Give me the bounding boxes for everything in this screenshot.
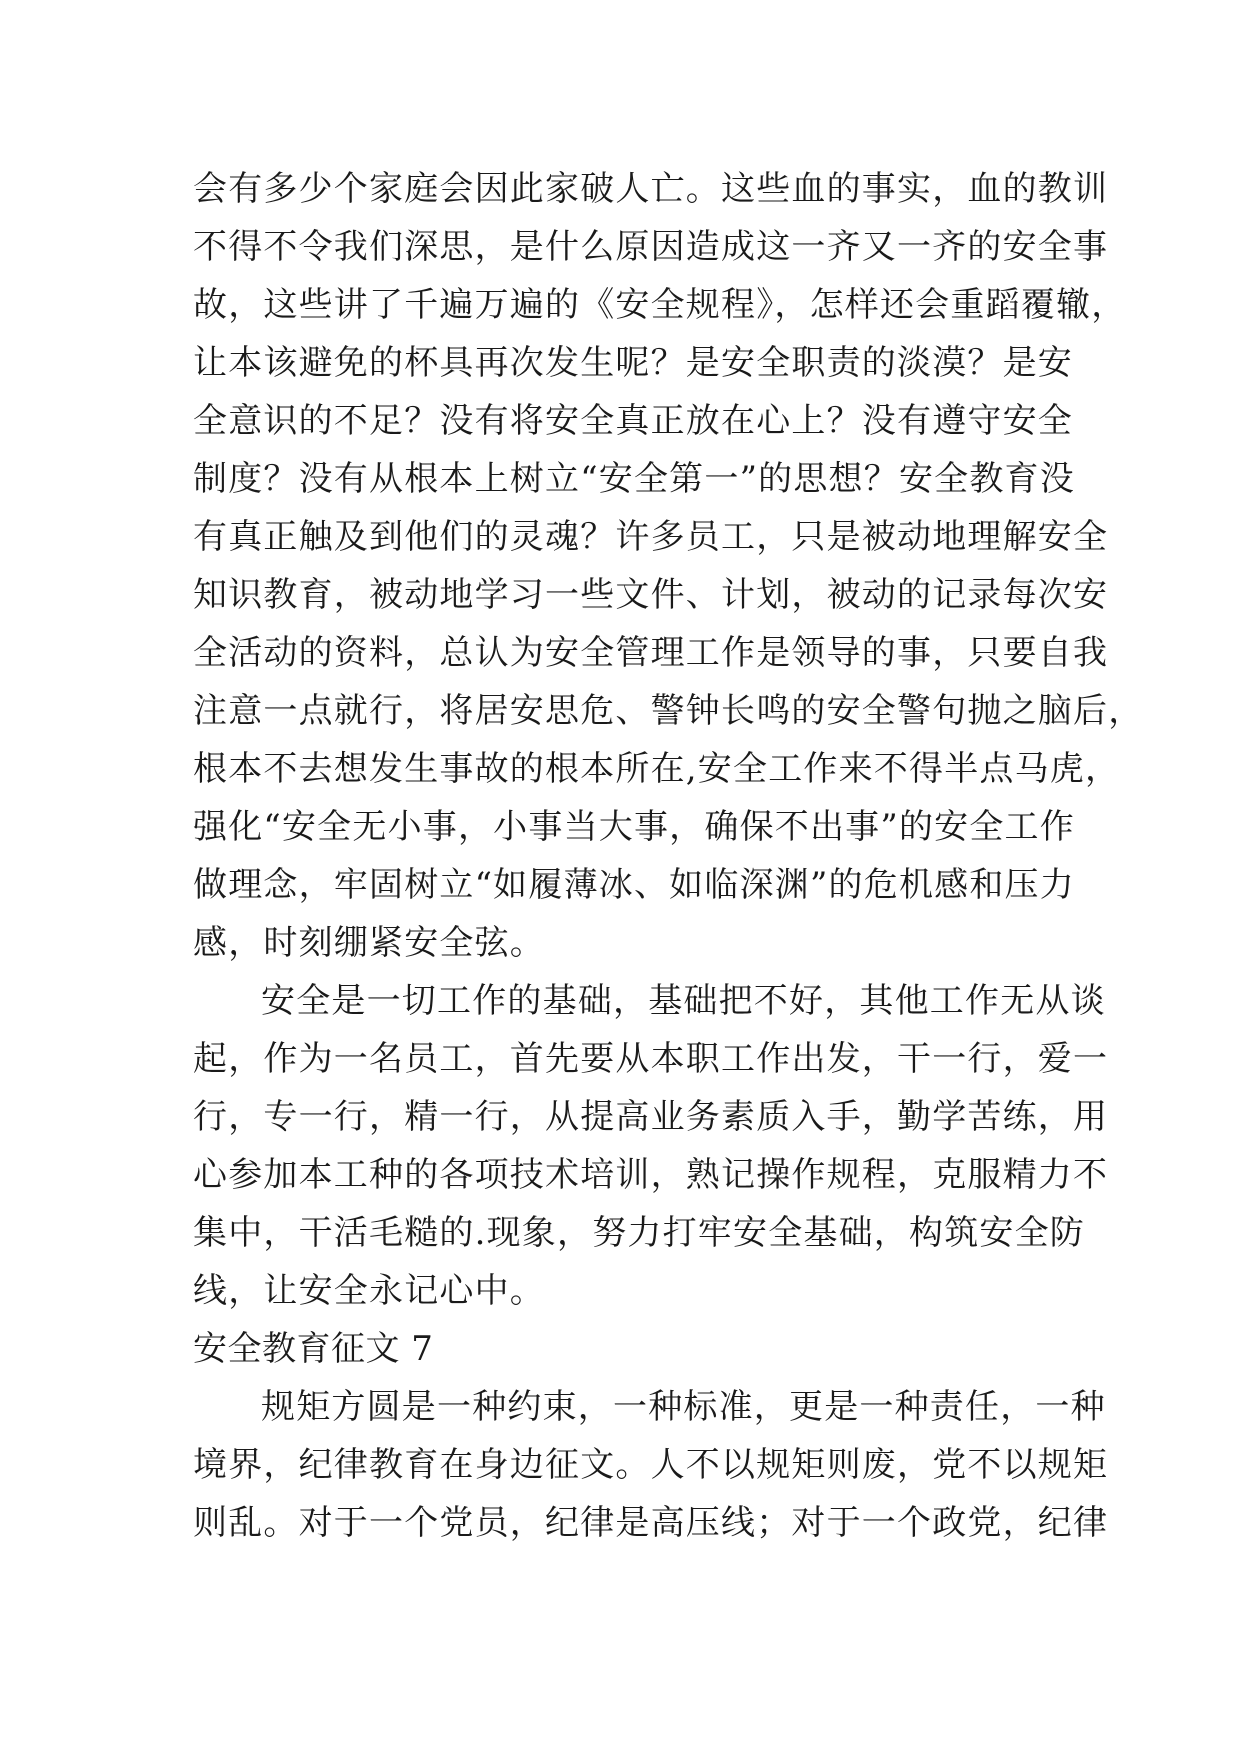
document-body xyxy=(193,160,1144,1552)
paragraph-line: 会有多少个家庭会因此家破人亡。这些血的事实，血的教训 xyxy=(193,169,1109,209)
paragraph-line: 规矩方圆是一种约束，一种标准，更是一种责任，一种 xyxy=(261,1387,1106,1427)
paragraph-line: 全活动的资料，总认为安全管理工作是领导的事，只要自我 xyxy=(193,633,1109,673)
paragraph-line: 全意识的不足？没有将安全真正放在心上？没有遵守安全 xyxy=(193,401,1073,441)
section-heading: 安全教育征文 7 xyxy=(193,1329,434,1369)
paragraph-1 xyxy=(193,160,1144,972)
paragraph-2 xyxy=(193,972,1109,1320)
paragraph-line: 心参加本工种的各项技术培训，熟记操作规程，克服精力不 xyxy=(193,1155,1109,1195)
paragraph-line: 则乱。对于一个党员，纪律是高压线；对于一个政党，纪律 xyxy=(193,1503,1109,1543)
paragraph-line: 有真正触及到他们的灵魂？许多员工，只是被动地理解安全 xyxy=(193,517,1109,557)
paragraph-line: 根本不去想发生事故的根本所在,安全工作来不得半点马虎， xyxy=(193,749,1121,789)
paragraph-line: 知识教育，被动地学习一些文件、计划，被动的记录每次安 xyxy=(193,575,1109,615)
paragraph-line: 境界，纪律教育在身边征文。人不以规矩则废，党不以规矩 xyxy=(193,1445,1109,1485)
paragraph-line: 做理念，牢固树立“如履薄冰、如临深渊”的危机感和压力 xyxy=(193,865,1075,905)
paragraph-line: 行，专一行，精一行，从提高业务素质入手，勤学苦练，用 xyxy=(193,1097,1109,1137)
paragraph-line: 感，时刻绷紧安全弦。 xyxy=(193,923,545,963)
paragraph-line: 不得不令我们深思，是什么原因造成这一齐又一齐的安全事 xyxy=(193,227,1109,267)
paragraph-line: 起，作为一名员工，首先要从本职工作出发，干一行，爱一 xyxy=(193,1039,1109,1079)
paragraph-line: 注意一点就行，将居安思危、警钟长鸣的安全警句抛之脑后， xyxy=(193,691,1144,731)
paragraph-line: 线，让安全永记心中。 xyxy=(193,1271,545,1311)
paragraph-line: 集中，干活毛糙的.现象，努力打牢安全基础，构筑安全防 xyxy=(193,1213,1086,1253)
paragraph-line: 制度？没有从根本上树立“安全第一”的思想？安全教育没 xyxy=(193,459,1075,499)
paragraph-3 xyxy=(193,1378,1109,1552)
paragraph-line: 强化“安全无小事，小事当大事，确保不出事”的安全工作 xyxy=(193,807,1075,847)
paragraph-line: 让本该避免的杯具再次发生呢？是安全职责的淡漠？是安 xyxy=(193,343,1073,383)
paragraph-line: 故，这些讲了千遍万遍的《安全规程》，怎样还会重蹈覆辙， xyxy=(193,285,1127,325)
paragraph-line: 安全是一切工作的基础，基础把不好，其他工作无从谈 xyxy=(261,981,1106,1021)
